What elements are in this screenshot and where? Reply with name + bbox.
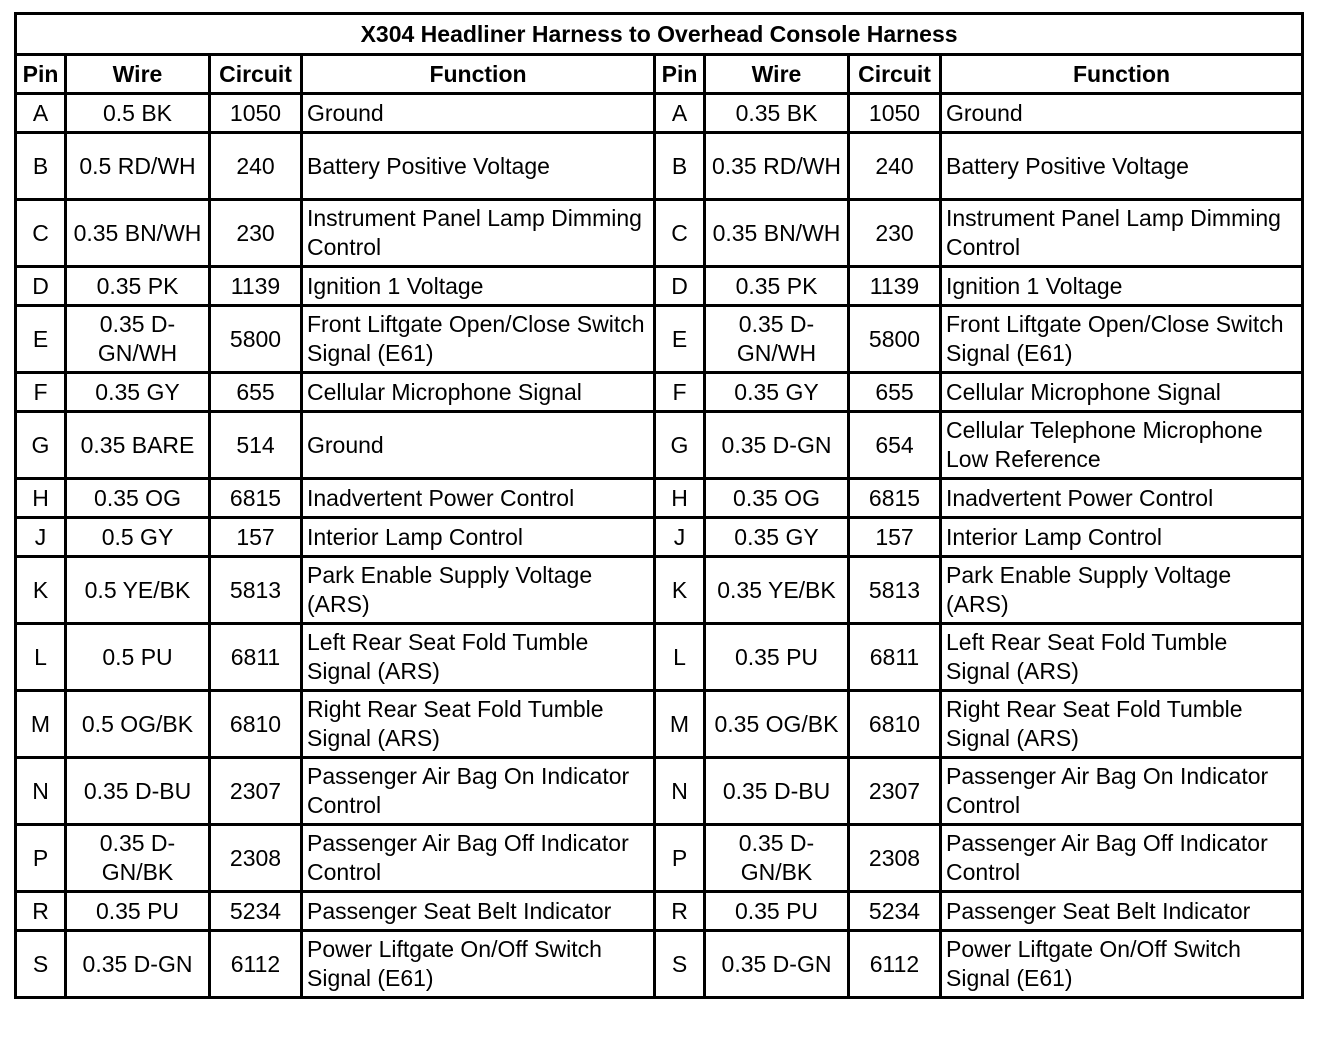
table-row (16, 94, 1303, 133)
table-row (16, 412, 1303, 479)
header-circuit: Circuit (849, 55, 941, 94)
right-wire-cell: 0.35 PU (705, 624, 849, 691)
left-wire-cell: 0.5 YE/BK (66, 557, 210, 624)
left-circuit-cell: 1050 (210, 94, 302, 133)
right-circuit-cell: 6810 (849, 691, 941, 758)
left-function-cell: Cellular Microphone Signal (302, 373, 655, 412)
left-wire-cell: 0.5 OG/BK (66, 691, 210, 758)
left-wire-cell: 0.5 PU (66, 624, 210, 691)
table-row (16, 306, 1303, 373)
left-pin-cell: E (16, 306, 66, 373)
right-function-cell: Power Liftgate On/Off Switch Signal (E61) (941, 931, 1303, 998)
right-pin-cell: C (655, 200, 705, 267)
left-wire-cell: 0.35 D-GN (66, 931, 210, 998)
left-wire-cell: 0.35 OG (66, 479, 210, 518)
table-row (16, 825, 1303, 892)
table-row (16, 479, 1303, 518)
right-function-cell: Inadvertent Power Control (941, 479, 1303, 518)
left-circuit-cell: 5800 (210, 306, 302, 373)
left-circuit-cell: 2308 (210, 825, 302, 892)
right-function-cell: Cellular Microphone Signal (941, 373, 1303, 412)
connector-table (14, 12, 1304, 999)
right-wire-cell: 0.35 BK (705, 94, 849, 133)
right-wire-cell: 0.35 OG (705, 479, 849, 518)
right-circuit-cell: 6815 (849, 479, 941, 518)
right-wire-cell: 0.35 YE/BK (705, 557, 849, 624)
left-wire-cell: 0.35 BARE (66, 412, 210, 479)
right-pin-cell: E (655, 306, 705, 373)
left-circuit-cell: 6112 (210, 931, 302, 998)
right-pin-cell: G (655, 412, 705, 479)
left-wire-cell: 0.35 PK (66, 267, 210, 306)
left-circuit-cell: 6810 (210, 691, 302, 758)
right-wire-cell: 0.35 D-GN/BK (705, 825, 849, 892)
right-circuit-cell: 5813 (849, 557, 941, 624)
left-pin-cell: G (16, 412, 66, 479)
right-function-cell: Passenger Seat Belt Indicator (941, 892, 1303, 931)
left-pin-cell: H (16, 479, 66, 518)
left-function-cell: Battery Positive Voltage (302, 133, 655, 200)
left-pin-cell: J (16, 518, 66, 557)
right-circuit-cell: 6811 (849, 624, 941, 691)
left-pin-cell: M (16, 691, 66, 758)
right-wire-cell: 0.35 D-GN (705, 412, 849, 479)
header-function: Function (941, 55, 1303, 94)
left-circuit-cell: 230 (210, 200, 302, 267)
left-function-cell: Left Rear Seat Fold Tumble Signal (ARS) (302, 624, 655, 691)
left-circuit-cell: 5813 (210, 557, 302, 624)
left-wire-cell: 0.5 BK (66, 94, 210, 133)
right-circuit-cell: 230 (849, 200, 941, 267)
right-circuit-cell: 240 (849, 133, 941, 200)
right-circuit-cell: 2307 (849, 758, 941, 825)
left-pin-cell: B (16, 133, 66, 200)
left-function-cell: Power Liftgate On/Off Switch Signal (E61) (302, 931, 655, 998)
left-pin-cell: N (16, 758, 66, 825)
right-circuit-cell: 1139 (849, 267, 941, 306)
right-pin-cell: L (655, 624, 705, 691)
right-pin-cell: D (655, 267, 705, 306)
right-wire-cell: 0.35 D-GN/WH (705, 306, 849, 373)
header-wire: Wire (66, 55, 210, 94)
right-function-cell: Passenger Air Bag On Indicator Control (941, 758, 1303, 825)
right-circuit-cell: 6112 (849, 931, 941, 998)
left-circuit-cell: 1139 (210, 267, 302, 306)
right-wire-cell: 0.35 PU (705, 892, 849, 931)
right-function-cell: Ignition 1 Voltage (941, 267, 1303, 306)
right-pin-cell: P (655, 825, 705, 892)
left-function-cell: Passenger Air Bag Off Indicator Control (302, 825, 655, 892)
left-function-cell: Front Liftgate Open/Close Switch Signal (E61) (302, 306, 655, 373)
right-circuit-cell: 5800 (849, 306, 941, 373)
right-wire-cell: 0.35 PK (705, 267, 849, 306)
right-function-cell: Right Rear Seat Fold Tumble Signal (ARS) (941, 691, 1303, 758)
right-pin-cell: M (655, 691, 705, 758)
left-pin-cell: C (16, 200, 66, 267)
table-row (16, 931, 1303, 998)
left-pin-cell: P (16, 825, 66, 892)
left-function-cell: Passenger Air Bag On Indicator Control (302, 758, 655, 825)
right-function-cell: Park Enable Supply Voltage (ARS) (941, 557, 1303, 624)
left-circuit-cell: 157 (210, 518, 302, 557)
table-row (16, 200, 1303, 267)
right-function-cell: Cellular Telephone Microphone Low Reference (941, 412, 1303, 479)
right-function-cell: Left Rear Seat Fold Tumble Signal (ARS) (941, 624, 1303, 691)
table-row (16, 691, 1303, 758)
left-circuit-cell: 5234 (210, 892, 302, 931)
right-circuit-cell: 157 (849, 518, 941, 557)
right-wire-cell: 0.35 GY (705, 518, 849, 557)
left-pin-cell: K (16, 557, 66, 624)
left-wire-cell: 0.35 BN/WH (66, 200, 210, 267)
left-wire-cell: 0.35 D-BU (66, 758, 210, 825)
left-function-cell: Park Enable Supply Voltage (ARS) (302, 557, 655, 624)
right-circuit-cell: 5234 (849, 892, 941, 931)
right-pin-cell: B (655, 133, 705, 200)
right-pin-cell: N (655, 758, 705, 825)
right-wire-cell: 0.35 D-GN (705, 931, 849, 998)
table-row (16, 267, 1303, 306)
left-pin-cell: F (16, 373, 66, 412)
table-row (16, 758, 1303, 825)
left-function-cell: Inadvertent Power Control (302, 479, 655, 518)
left-function-cell: Ignition 1 Voltage (302, 267, 655, 306)
header-wire: Wire (705, 55, 849, 94)
left-wire-cell: 0.35 GY (66, 373, 210, 412)
header-circuit: Circuit (210, 55, 302, 94)
left-wire-cell: 0.35 D-GN/WH (66, 306, 210, 373)
right-pin-cell: K (655, 557, 705, 624)
left-circuit-cell: 655 (210, 373, 302, 412)
header-function: Function (302, 55, 655, 94)
right-pin-cell: S (655, 931, 705, 998)
right-wire-cell: 0.35 OG/BK (705, 691, 849, 758)
left-function-cell: Ground (302, 94, 655, 133)
right-function-cell: Instrument Panel Lamp Dimming Control (941, 200, 1303, 267)
left-circuit-cell: 2307 (210, 758, 302, 825)
right-function-cell: Interior Lamp Control (941, 518, 1303, 557)
table-row (16, 892, 1303, 931)
left-pin-cell: S (16, 931, 66, 998)
right-function-cell: Battery Positive Voltage (941, 133, 1303, 200)
left-circuit-cell: 240 (210, 133, 302, 200)
left-function-cell: Interior Lamp Control (302, 518, 655, 557)
right-function-cell: Front Liftgate Open/Close Switch Signal (E61) (941, 306, 1303, 373)
right-wire-cell: 0.35 D-BU (705, 758, 849, 825)
left-pin-cell: A (16, 94, 66, 133)
right-function-cell: Passenger Air Bag Off Indicator Control (941, 825, 1303, 892)
right-function-cell: Ground (941, 94, 1303, 133)
left-circuit-cell: 6815 (210, 479, 302, 518)
left-function-cell: Ground (302, 412, 655, 479)
left-wire-cell: 0.35 PU (66, 892, 210, 931)
right-pin-cell: A (655, 94, 705, 133)
right-pin-cell: R (655, 892, 705, 931)
right-wire-cell: 0.35 RD/WH (705, 133, 849, 200)
table-row (16, 624, 1303, 691)
right-circuit-cell: 654 (849, 412, 941, 479)
left-wire-cell: 0.35 D-GN/BK (66, 825, 210, 892)
left-pin-cell: D (16, 267, 66, 306)
left-pin-cell: L (16, 624, 66, 691)
left-circuit-cell: 514 (210, 412, 302, 479)
header-row (16, 55, 1303, 94)
header-pin: Pin (655, 55, 705, 94)
header-pin: Pin (16, 55, 66, 94)
right-pin-cell: J (655, 518, 705, 557)
table-row (16, 518, 1303, 557)
left-function-cell: Instrument Panel Lamp Dimming Control (302, 200, 655, 267)
table-row (16, 133, 1303, 200)
right-wire-cell: 0.35 GY (705, 373, 849, 412)
table-title: X304 Headliner Harness to Overhead Console Harness (16, 14, 1303, 55)
table-row (16, 373, 1303, 412)
right-wire-cell: 0.35 BN/WH (705, 200, 849, 267)
right-circuit-cell: 2308 (849, 825, 941, 892)
right-pin-cell: H (655, 479, 705, 518)
left-wire-cell: 0.5 RD/WH (66, 133, 210, 200)
left-function-cell: Right Rear Seat Fold Tumble Signal (ARS) (302, 691, 655, 758)
right-circuit-cell: 655 (849, 373, 941, 412)
left-pin-cell: R (16, 892, 66, 931)
left-function-cell: Passenger Seat Belt Indicator (302, 892, 655, 931)
left-circuit-cell: 6811 (210, 624, 302, 691)
left-wire-cell: 0.5 GY (66, 518, 210, 557)
right-pin-cell: F (655, 373, 705, 412)
table-row (16, 557, 1303, 624)
right-circuit-cell: 1050 (849, 94, 941, 133)
